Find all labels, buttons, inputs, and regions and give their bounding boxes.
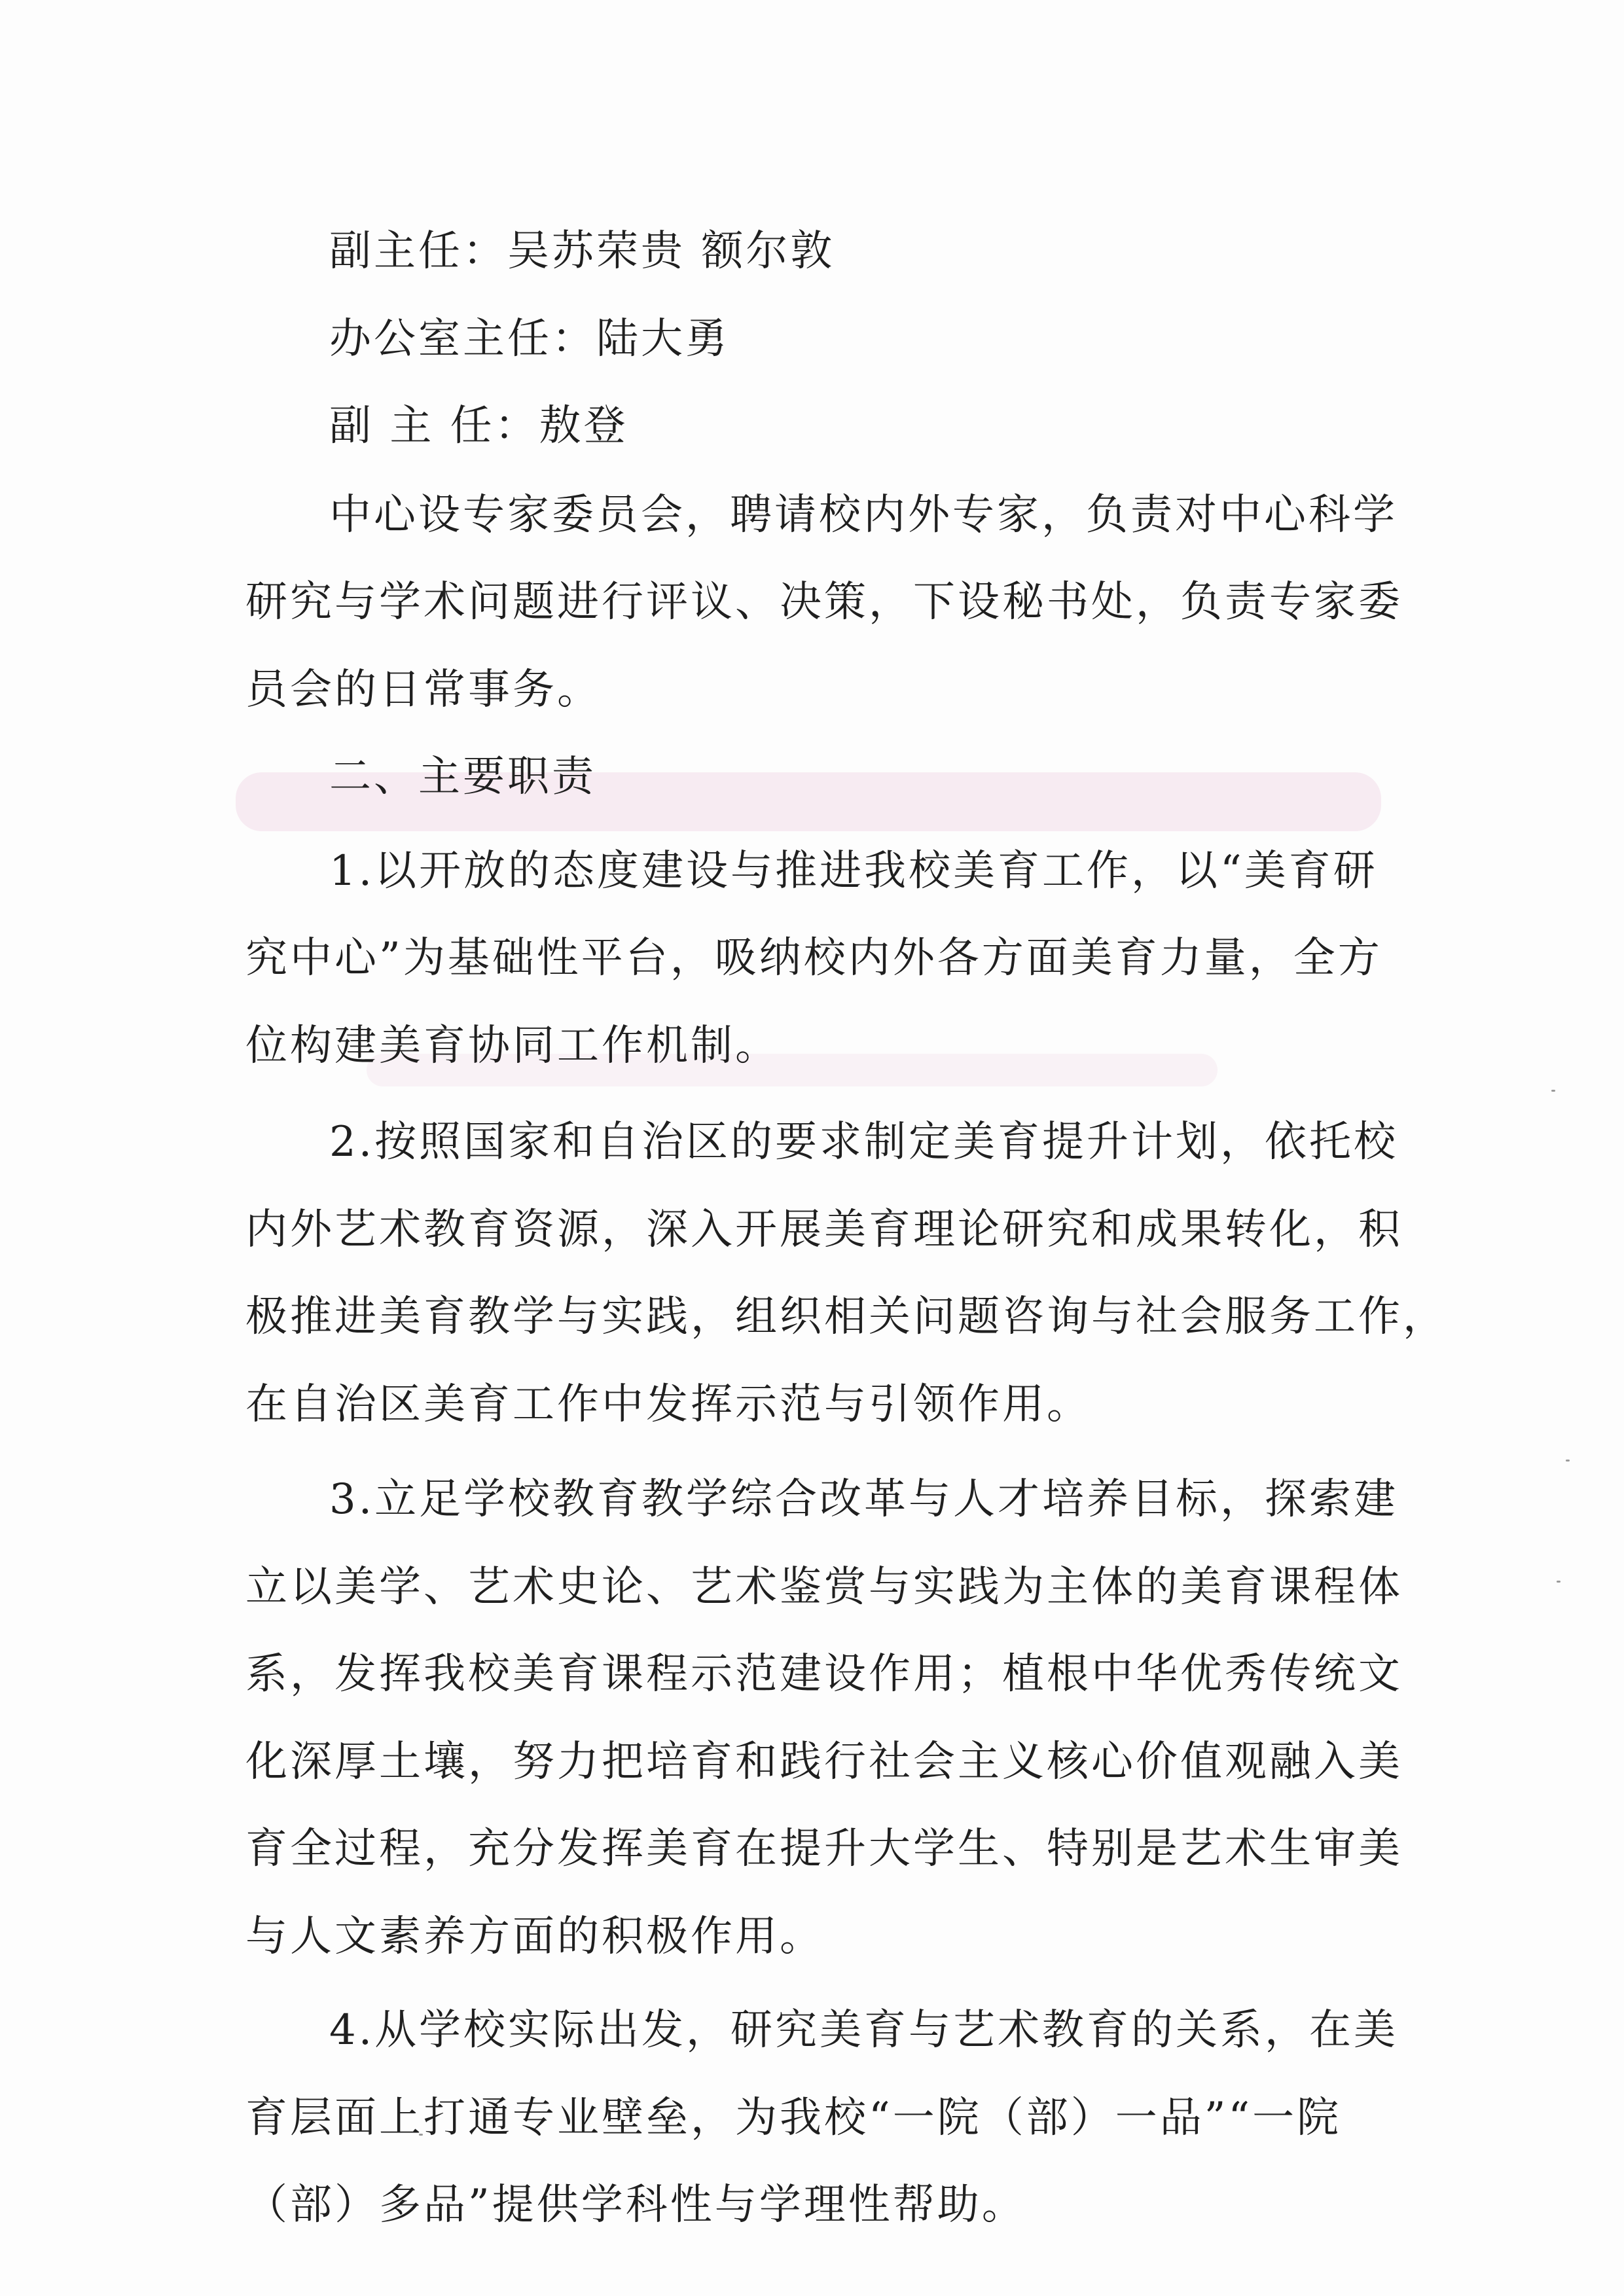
text-line: 二、主要职责 [329, 753, 596, 801]
line-gap [245, 821, 1378, 828]
text-line: 化深厚土壤，努力把培育和践行社会主义核心价值观融入美 [245, 1737, 1403, 1786]
text-line: 系，发挥我校美育课程示范建设作用；植根中华优秀传统文 [245, 1650, 1403, 1698]
scan-speck [1557, 1581, 1561, 1583]
text-line: （部）多品”提供学科性与学理性帮助。 [245, 2181, 1026, 2229]
text-line: 育层面上打通专业壁垒，为我校“一院（部）一品”“一院 [245, 2093, 1342, 2142]
text-line: 极推进美育教学与实践，组织相关问题咨询与社会服务工作， [245, 1293, 1447, 1341]
text-line: 4.从学校实际出发，研究美育与艺术教育的关系，在美 [329, 2006, 1399, 2054]
text-line: 在自治区美育工作中发挥示范与引领作用。 [245, 1380, 1091, 1429]
text-line: 员会的日常事务。 [245, 665, 602, 714]
scan-speck [1551, 1090, 1555, 1092]
body-text [245, 208, 1447, 2250]
text-line: 中心设专家委员会，聘请校内外专家，负责对中心科学 [329, 490, 1398, 539]
text-line: 2.按照国家和自治区的要求制定美育提升计划，依托校 [329, 1118, 1399, 1166]
text-line: 3.立足学校教育教学综合改革与人才培养目标，探索建 [329, 1475, 1399, 1524]
text-line: 育全过程，充分发挥美育在提升大学生、特别是艺术生审美 [245, 1825, 1403, 1873]
line-gap [245, 1090, 1378, 1099]
text-line: 1.以开放的态度建设与推进我校美育工作，以“美育研 [329, 846, 1378, 895]
scan-speck [1566, 1460, 1570, 1462]
text-line: 办公室主任：陆大勇 [329, 314, 730, 363]
text-line: 副 主 任：敖登 [329, 402, 628, 450]
text-line: 副主任：吴苏荣贵 额尔敦 [329, 227, 835, 276]
text-line: 立以美学、艺术史论、艺术鉴赏与实践为主体的美育课程体 [245, 1562, 1403, 1611]
text-line: 研究与学术问题进行评议、决策，下设秘书处，负责专家委 [245, 578, 1403, 626]
text-line: 究中心”为基础性平台，吸纳校内外各方面美育力量，全方 [245, 934, 1382, 982]
text-line: 与人文素养方面的积极作用。 [245, 1912, 824, 1961]
text-line: 位构建美育协同工作机制。 [245, 1021, 780, 1070]
text-line: 内外艺术教育资源，深入开展美育理论研究和成果转化，积 [245, 1205, 1403, 1254]
line-gap [245, 1981, 1378, 1987]
line-gap [245, 1448, 1378, 1456]
